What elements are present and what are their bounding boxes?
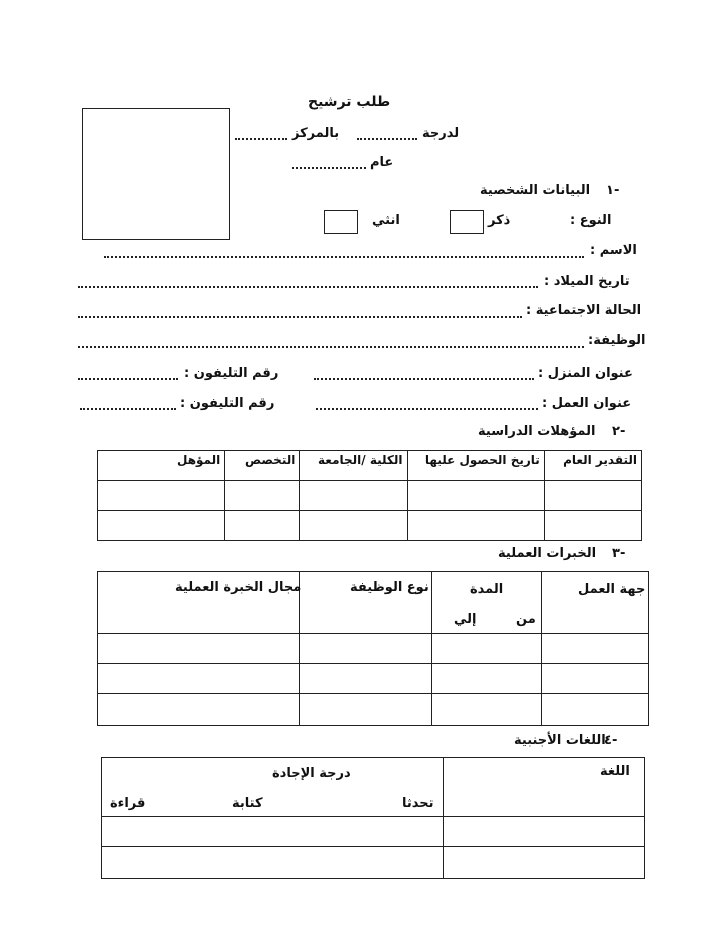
name-field[interactable]: [104, 256, 584, 258]
experience-col-duration: المدة: [470, 582, 504, 597]
work-address-label: عنوان العمل :: [542, 396, 632, 411]
degree-field[interactable]: [357, 138, 417, 140]
section-2-title: المؤهلات الدراسية: [478, 424, 596, 439]
year-field[interactable]: [292, 167, 366, 169]
languages-col-speaking: تحدثا: [402, 796, 434, 811]
education-col-specialization: التخصص: [225, 451, 300, 481]
experience-col-job-type: نوع الوظيفة: [350, 580, 429, 595]
table-cell[interactable]: [225, 511, 300, 541]
table-cell[interactable]: [407, 511, 544, 541]
degree-label: لدرجة: [422, 126, 460, 141]
home-address-label: عنوان المنزل :: [538, 366, 633, 381]
languages-col-proficiency: درجة الإجادة: [272, 766, 351, 781]
table-cell[interactable]: [300, 481, 407, 511]
birth-label: تاريخ الميلاد :: [544, 274, 630, 289]
education-col-college: الكلية /الجامعة: [300, 451, 407, 481]
gender-label: النوع :: [570, 213, 612, 228]
male-checkbox[interactable]: [450, 210, 484, 234]
year-label: عام: [370, 155, 394, 170]
experience-col-field: مجال الخبرة العملية: [175, 580, 302, 595]
center-field[interactable]: [235, 138, 287, 140]
female-label: انثي: [372, 213, 400, 228]
languages-col-reading: قراءة: [110, 796, 146, 811]
table-cell[interactable]: [544, 481, 641, 511]
experience-col-to: إلي: [454, 612, 477, 627]
section-1-number: ١-: [606, 183, 620, 198]
education-col-grade: التقدير العام: [544, 451, 641, 481]
form-title: طلب ترشيح: [308, 94, 391, 110]
table-cell[interactable]: [544, 511, 641, 541]
section-4-title: اللغات الأجنبية: [514, 733, 606, 748]
section-2-number: ٢-: [612, 424, 626, 439]
table-cell[interactable]: [98, 481, 225, 511]
education-col-date: تاريخ الحصول عليها: [407, 451, 544, 481]
work-address-field[interactable]: [316, 408, 538, 410]
home-phone-label: رقم التليفون :: [184, 366, 279, 381]
table-cell[interactable]: [225, 481, 300, 511]
home-phone-field[interactable]: [78, 378, 178, 380]
marital-field[interactable]: [78, 316, 522, 318]
table-cell[interactable]: [98, 511, 225, 541]
work-phone-label: رقم التليفون :: [180, 396, 275, 411]
center-label: بالمركز: [292, 126, 340, 141]
experience-col-employer: جهة العمل: [578, 582, 646, 597]
education-table: [97, 450, 642, 541]
table-cell[interactable]: [300, 511, 407, 541]
section-1-title: البيانات الشخصية: [480, 183, 591, 198]
section-3-title: الخبرات العملية: [498, 546, 597, 561]
home-address-field[interactable]: [314, 378, 534, 380]
table-cell[interactable]: [407, 481, 544, 511]
job-label: الوظيفة:: [588, 333, 646, 348]
experience-col-from: من: [516, 612, 536, 627]
section-3-number: ٣-: [612, 546, 626, 561]
male-label: ذكر: [488, 213, 511, 228]
photo-box[interactable]: [82, 108, 230, 240]
work-phone-field[interactable]: [80, 408, 176, 410]
section-4-number: ٤-: [604, 733, 618, 748]
female-checkbox[interactable]: [324, 210, 358, 234]
name-label: الاسم :: [590, 243, 637, 258]
birth-field[interactable]: [78, 286, 538, 288]
marital-label: الحالة الاجتماعية :: [526, 303, 642, 318]
job-field[interactable]: [78, 346, 584, 348]
languages-col-language: اللغة: [600, 764, 630, 779]
education-col-qualification: المؤهل: [98, 451, 225, 481]
languages-col-writing: كتابة: [232, 796, 263, 811]
